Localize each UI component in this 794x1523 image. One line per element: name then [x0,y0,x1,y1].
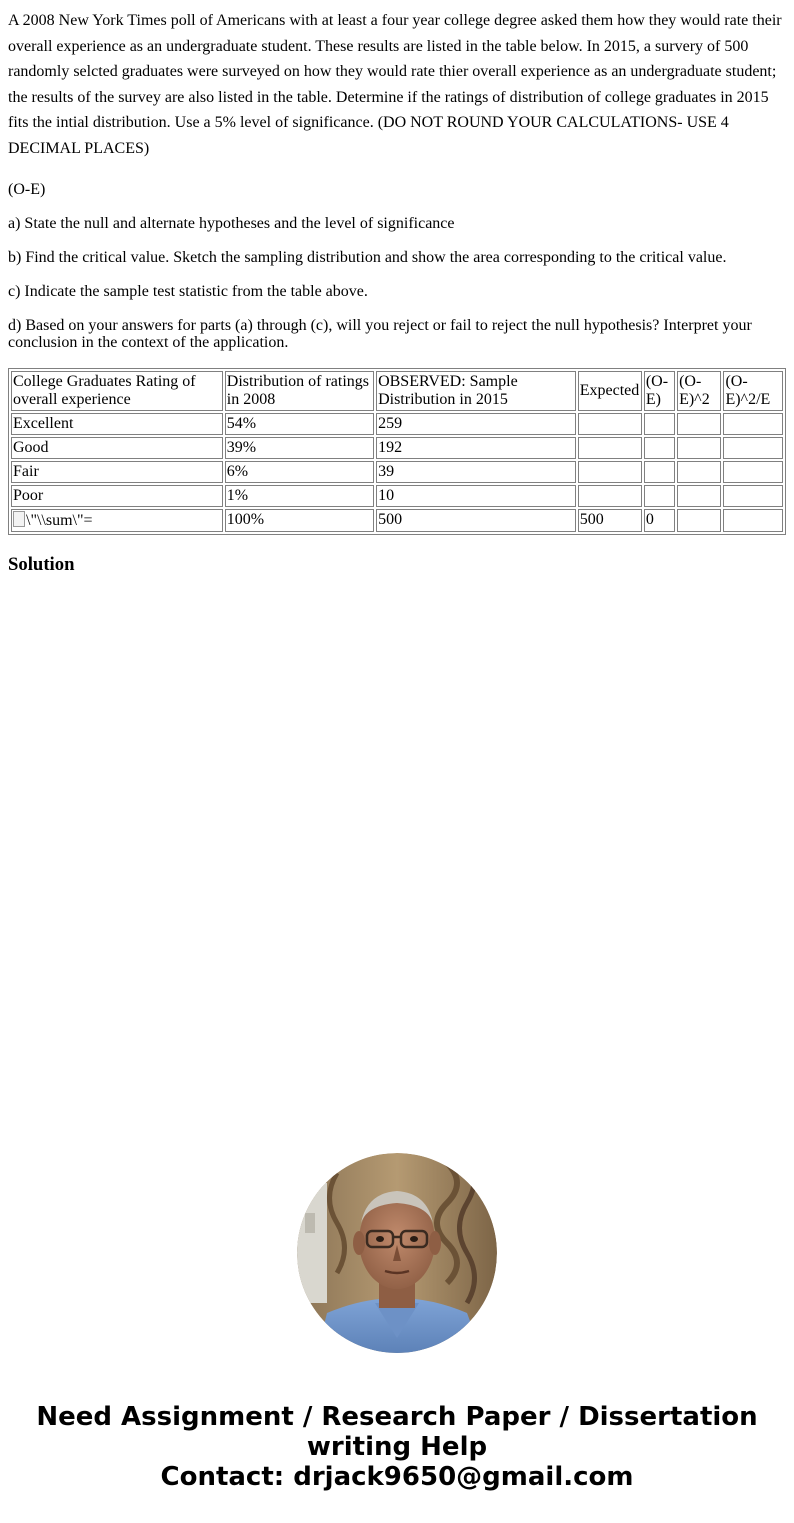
table-total-row [11,509,783,532]
table-cell: 39 [376,461,576,483]
table-cell [578,485,642,507]
table-cell: 54% [225,413,374,435]
promo-headline: Need Assignment / Research Paper / Dissertation writing Help [36,1402,758,1462]
table-cell [578,461,642,483]
table-cell: 0 [644,509,675,532]
table-cell: 10 [376,485,576,507]
header-observed-2015: OBSERVED: Sample Distribution in 2015 [376,371,576,411]
header-o-minus-e: (O-E) [644,371,675,411]
table-cell: 500 [376,509,576,532]
table-row [11,485,783,507]
table-cell: 259 [376,413,576,435]
header-rating: College Graduates Rating of overall experience [11,371,223,411]
header-chi-component: (O-E)^2/E [723,371,783,411]
document-content [8,8,786,576]
avatar-portrait [297,1153,497,1353]
table-cell [723,509,783,532]
table-cell: 100% [225,509,374,532]
broken-image-icon [13,511,25,527]
data-table [8,368,786,535]
sum-alt-text: \"\\sum\"= [26,511,93,529]
table-row [11,437,783,459]
table-cell [644,461,675,483]
promo-contact: Contact: drjack9650@gmail.com [160,1462,634,1492]
table-cell [723,437,783,459]
solution-heading: Solution [8,553,75,575]
table-cell: 500 [578,509,642,532]
table-cell [677,485,721,507]
table-cell [677,509,721,532]
table-cell [677,437,721,459]
table-cell [578,413,642,435]
table-cell: 1% [225,485,374,507]
header-o-minus-e-squared: (O-E)^2 [677,371,721,411]
table-cell: Fair [11,461,223,483]
table-cell [677,413,721,435]
promo-banner [0,1402,794,1492]
table-cell [723,485,783,507]
table-row [11,461,783,483]
sum-cell [11,509,223,532]
table-cell: 6% [225,461,374,483]
table-cell [723,461,783,483]
table-cell: 192 [376,437,576,459]
table-cell [578,437,642,459]
table-cell [644,413,675,435]
header-expected: Expected [578,371,642,411]
table-cell [723,413,783,435]
table-header-row [11,371,783,411]
table-cell: Poor [11,485,223,507]
question-a: a) State the null and alternate hypotheses and the level of significance [8,214,455,232]
table-cell: Good [11,437,223,459]
table-cell: Excellent [11,413,223,435]
question-b: b) Find the critical value. Sketch the sampling distribution and show the area corresponding to the critical value. [8,248,727,266]
table-cell: 39% [225,437,374,459]
oe-label: (O-E) [8,180,46,198]
question-d: d) Based on your answers for parts (a) through (c), will you reject or fail to reject the null hypothesis? Interpret your conclusion in the context of the application. [8,316,752,351]
table-cell [644,485,675,507]
problem-intro: A 2008 New York Times poll of Americans with at least a four year college degree asked them how they would rate their overall experience as an undergraduate student. These results are listed in the table below. In 2015, a survery of 500 randomly selcted graduates were surveyed on how they would rate thier overall experience as an undergraduate student; the results of the survey are also listed in the table. Determine if the ratings of distribution of college graduates in 2015 fits the intial distribution. Use a 5% level of significance. (DO NOT ROUND YOUR CALCULATIONS- USE 4 DECIMAL PLACES) [8,12,782,157]
question-c: c) Indicate the sample test statistic from the table above. [8,282,368,300]
table-cell [644,437,675,459]
table-row [11,413,783,435]
table-cell [677,461,721,483]
avatar [297,1153,497,1353]
header-distribution-2008: Distribution of ratings in 2008 [225,371,374,411]
